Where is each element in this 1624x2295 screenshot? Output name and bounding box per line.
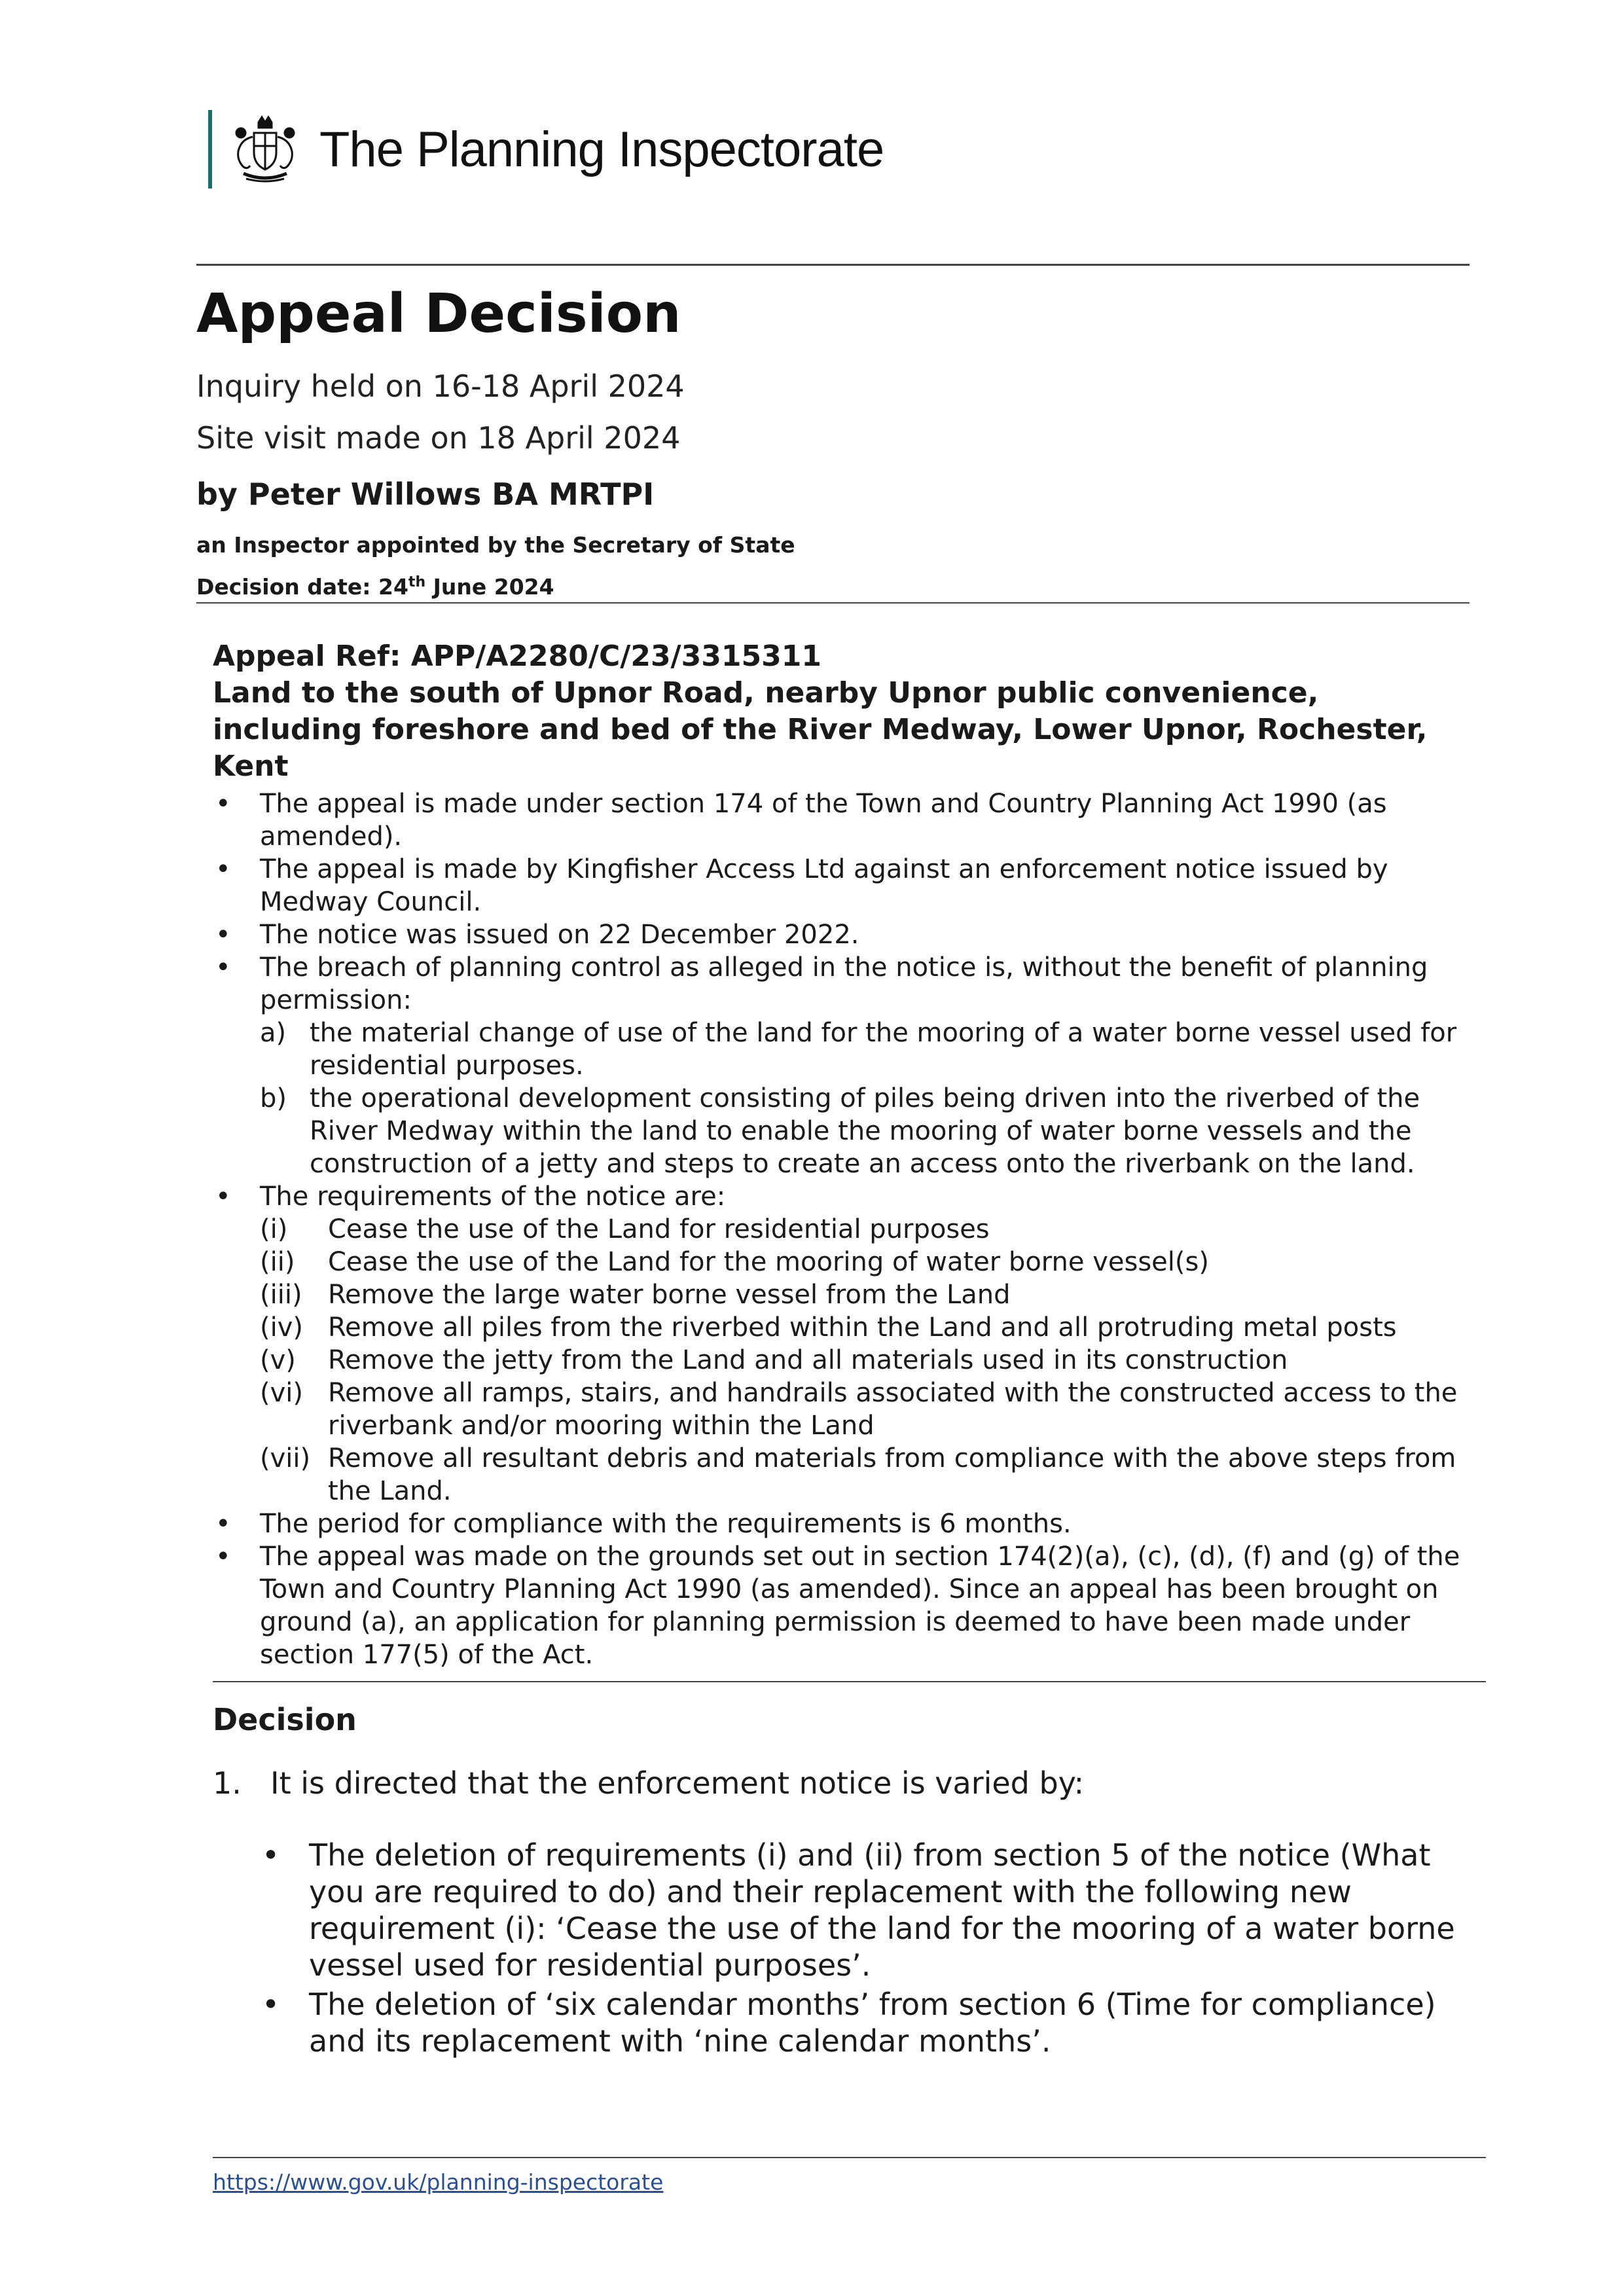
inspector-appointment: an Inspector appointed by the Secretary of State — [196, 532, 795, 558]
list-item: (iii) Remove the large water borne vessel from the Land — [260, 1280, 1011, 1310]
list-item: • The appeal was made on the grounds set out in section 174(2)(a), (c), (d), (f) and (g) of the Town and Country Planning Act 1990 (as amended). Since an appeal has been brought on ground (a), an application for planning permission is deemed to have been made under section 177(5) of the Act. — [213, 1540, 1476, 1671]
list-item: • The notice was issued on 22 December 2022. — [213, 918, 1476, 951]
appeal-summary — [213, 638, 1476, 1671]
summary-divider — [213, 1681, 1486, 1682]
header-divider — [196, 264, 1470, 266]
list-item: • The deletion of requirements (i) and (ii) from section 5 of the notice (What you are required to do) and their replacement with the following new requirement (i): ‘Cease the use of the land for the mooring of a water borne vessel used for residential purposes’. — [262, 1837, 1479, 1983]
logo-accent-bar — [208, 110, 212, 189]
meta-divider — [196, 602, 1470, 604]
list-item: (vi) Remove all ramps, stairs, and handrails associated with the constructed access to the riverbank and/or mooring within the Land — [260, 1378, 1458, 1441]
list-item: • The deletion of ‘six calendar months’ from section 6 (Time for compliance) and its replacement with ‘nine calendar months’. — [262, 1986, 1479, 2059]
org-logo — [208, 110, 884, 189]
page-title: Appeal Decision — [196, 283, 681, 345]
list-item: (iv) Remove all piles from the riverbed within the Land and all protruding metal posts — [260, 1312, 1397, 1343]
list-item: • The period for compliance with the requirements is 6 months. — [213, 1508, 1476, 1540]
royal-coat-of-arms-icon — [229, 113, 301, 185]
list-item: b) the operational development consisting of piles being driven into the riverbed of the River Medway within the land to enable the mooring of water borne vessels and the construction of a jetty and steps to create an access onto the riverbank on the land. — [260, 1083, 1420, 1179]
inquiry-dates: Inquiry held on 16-18 April 2024 — [196, 369, 685, 404]
list-item: • The breach of planning control as alleged in the notice is, without the benefit of planning permission: a) the material change of use of the land for the mooring of a water borne vessel used for residential purposes. b) the operational development consisting of piles being driven into the riverbed of the River Medway within the land to enable the mooring of water borne vessels and the construction of a jetty and steps to create an access onto the riverbank on the land. — [213, 951, 1476, 1180]
requirements-sublist — [260, 1213, 1476, 1508]
list-item: a) the material change of use of the land for the mooring of a water borne vessel used for residential purposes. — [260, 1018, 1457, 1081]
decision-heading: Decision — [213, 1702, 357, 1737]
breach-sublist — [260, 1017, 1476, 1180]
decision-paragraph-1: 1. It is directed that the enforcement notice is varied by: — [213, 1765, 1085, 1801]
appeal-ref: Appeal Ref: APP/A2280/C/23/3315311 — [213, 640, 821, 673]
appeal-details-list — [213, 787, 1476, 1671]
appeal-location: Land to the south of Upnor Road, nearby Upnor public convenience, including foreshore and bed of the River Medway, Lower Upnor, Rochester, Kent — [213, 676, 1428, 783]
list-item: (ii) Cease the use of the Land for the mooring of water borne vessel(s) — [260, 1247, 1209, 1277]
list-item: • The appeal is made by Kingfisher Access Ltd against an enforcement notice issued by Medway Council. — [213, 853, 1476, 918]
list-item: • The appeal is made under section 174 of the Town and Country Planning Act 1990 (as amended). — [213, 787, 1476, 853]
footer-website-link[interactable]: https://www.gov.uk/planning-inspectorate — [213, 2169, 664, 2195]
list-item: (v) Remove the jetty from the Land and all materials used in its construction — [260, 1345, 1288, 1375]
site-visit-date: Site visit made on 18 April 2024 — [196, 420, 681, 456]
list-item: (i) Cease the use of the Land for residential purposes — [260, 1214, 990, 1244]
decision-date: Decision date: 24th June 2024 — [196, 574, 554, 600]
list-item: (vii) Remove all resultant debris and materials from compliance with the above steps from the Land. — [260, 1443, 1456, 1506]
footer-divider — [213, 2157, 1486, 2158]
org-name: The Planning Inspectorate — [319, 121, 884, 177]
variations-list — [262, 1837, 1479, 2062]
inspector-name: by Peter Willows BA MRTPI — [196, 477, 655, 512]
list-item: • The requirements of the notice are: (i) Cease the use of the Land for residential purposes (ii) Cease the use of the Land for the mooring of water borne vessel(s) (iii) Remove the large water borne vessel from the Land (iv) Remove all piles from the riverbed within the Land and all protruding metal posts (v) Remove the jetty from the Land and all materials used in its construction (vi) Remove all ramps, stairs, and handrails associated with the constructed access to the riverbank and/or mooring within the Land (vii) Remove all resultant debris and materials from compliance with the above steps from the Land. — [213, 1180, 1476, 1508]
